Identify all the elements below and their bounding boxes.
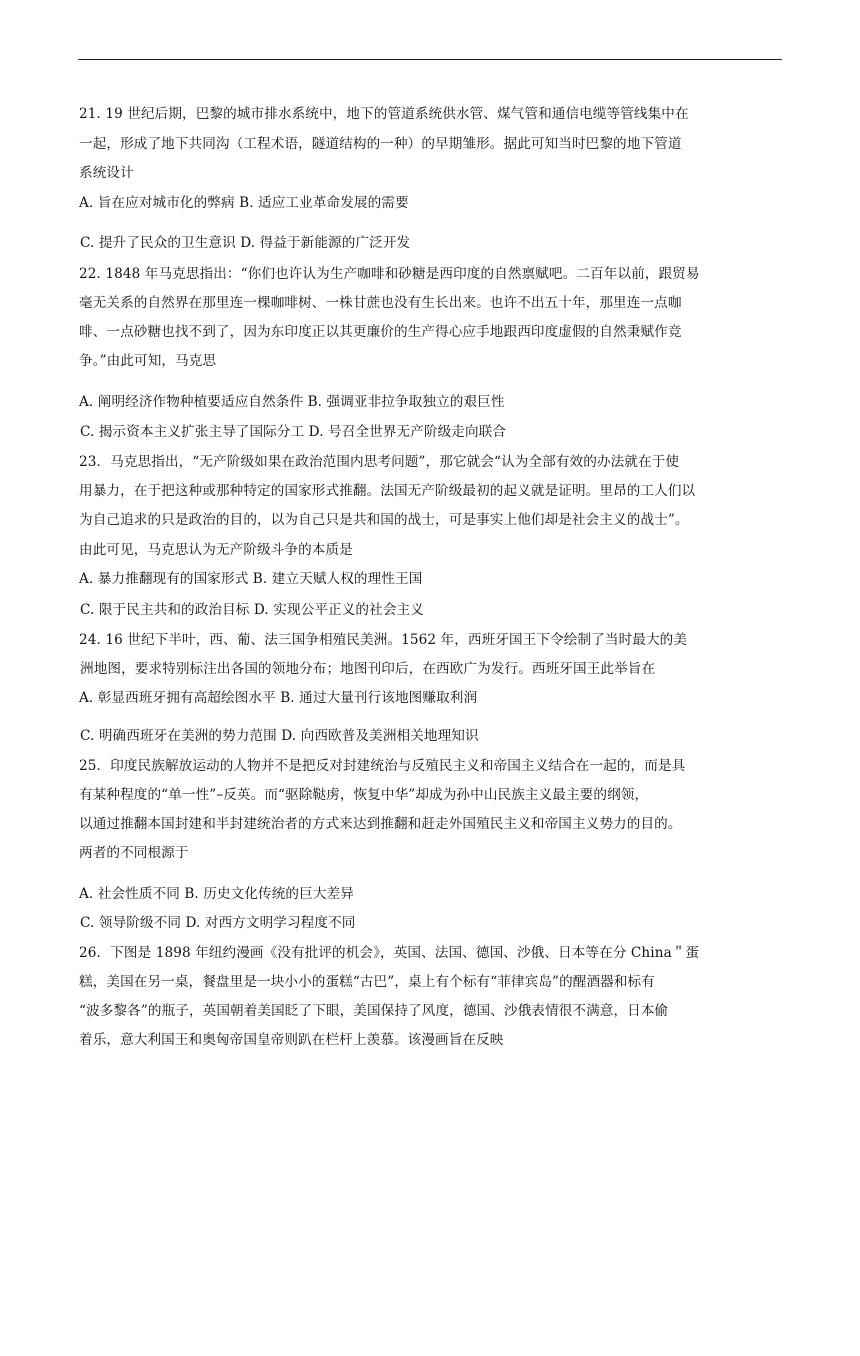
question-22-stem-line: 啡、一点砂糖也找不到了，因为东印度正以其更廉价的生产得心应手地跟西印度虚假的自然秉赋作竞 — [79, 324, 682, 340]
question-21-stem-line: 一起，形成了地下共同沟（工程术语，隧道结构的一种）的早期雏形。据此可知当时巴黎的地下管道 — [79, 136, 682, 152]
question-26-stem-line: 26．下图是 1898 年纽约漫画《没有批评的机会》，英国、法国、德国、沙俄、日本等在分 China＂蛋 — [79, 945, 700, 961]
question-22-options-cd: C. 揭示资本主义扩张主导了国际分工 D. 号召全世界无产阶级走向联合 — [80, 424, 507, 440]
question-23-stem-line: 为自己追求的只是政治的目的，以为自己只是共和国的战士，可是事实上他们却是社会主义的战士”。 — [79, 512, 689, 528]
question-24-stem-line: 洲地图，要求特别标注出各国的领地分布；地图刊印后，在西欧广为发行。西班牙国王此举旨在 — [80, 661, 656, 677]
question-24-stem-line: 24. 16 世纪下半叶，西、葡、法三国争相殖民美洲。1562 年，西班牙国王下令绘制了当时最大的美 — [79, 632, 688, 648]
question-21-stem-line: 21. 19 世纪后期，巴黎的城市排水系统中，地下的管道系统供水管、煤气管和通信电缆等管线集中在 — [79, 106, 689, 122]
question-23-stem-line: 用暴力，在于把这种或那种特定的国家形式推翻。法国无产阶级最初的起义就是证明。里昂的工人们以 — [79, 483, 696, 499]
question-24-options-ab: A. 彰显西班牙拥有高超绘图水平 B. 通过大量刊行该地图赚取利润 — [79, 690, 478, 706]
question-23-options-ab: A. 暴力推翻现有的国家形式 B. 建立天赋人权的理性王国 — [79, 571, 423, 587]
question-25-stem-line: 以通过推翻本国封建和半封建统治者的方式来达到推翻和赶走外国殖民主义和帝国主义势力的目的。 — [79, 816, 682, 832]
question-21-options-cd: C. 提升了民众的卫生意识 D. 得益于新能源的广泛开发 — [80, 235, 411, 251]
question-23-stem-line: 23．马克思指出，“无产阶级如果在政治范围内思考问题”，那它就会“认为全部有效的办法就在于使 — [79, 454, 680, 470]
question-26-stem-line: 糕，美国在另一桌，餐盘里是一块小小的蛋糕“古巴”，桌上有个标有“菲律宾岛”的醒酒器和标有 — [79, 974, 655, 990]
question-21-stem-line: 系统设计 — [79, 165, 134, 181]
question-25-stem-line: 两者的不同根源于 — [79, 845, 189, 861]
question-22-stem-line: 争。”由此可知，马克思 — [79, 353, 217, 369]
header-rule — [78, 59, 782, 60]
question-22-stem-line: 22. 1848 年马克思指出：“你们也许认为生产咖啡和砂糖是西印度的自然禀赋吧。二百年以前，跟贸易 — [79, 266, 700, 282]
question-23-stem-line: 由此可见，马克思认为无产阶级斗争的本质是 — [79, 542, 353, 558]
question-23-options-cd: C. 限于民主共和的政治目标 D. 实现公平正义的社会主义 — [80, 602, 424, 618]
question-26-stem-line: “波多黎各”的瓶子，英国朝着美国眨了下眼，美国保持了风度，德国、沙俄表情很不满意，日本偷 — [79, 1003, 669, 1019]
question-26-stem-line: 着乐，意大利国王和奥匈帝国皇帝则趴在栏杆上羡慕。该漫画旨在反映 — [79, 1032, 504, 1048]
question-22-stem-line: 毫无关系的自然界在那里连一棵咖啡树、一株甘蔗也没有生长出来。也许不出五十年，那里连一点咖 — [79, 295, 682, 311]
question-25-options-cd: C. 领导阶级不同 D. 对西方文明学习程度不同 — [80, 915, 356, 931]
question-25-stem-line: 有某种程度的“单一性”–反英。而“驱除鞑虏，恢复中华”却成为孙中山民族主义最主要的纲领， — [79, 787, 649, 803]
question-25-stem-line: 25．印度民族解放运动的人物并不是把反对封建统治与反殖民主义和帝国主义结合在一起的，而是具 — [79, 758, 686, 774]
question-24-options-cd: C. 明确西班牙在美洲的势力范围 D. 向西欧普及美洲相关地理知识 — [80, 728, 479, 744]
question-21-options-ab: A. 旨在应对城市化的弊病 B. 适应工业革命发展的需要 — [79, 195, 409, 211]
question-22-options-ab: A. 阐明经济作物种植要适应自然条件 B. 强调亚非拉争取独立的艰巨性 — [79, 394, 505, 410]
question-25-options-ab: A. 社会性质不同 B. 历史文化传统的巨大差异 — [79, 886, 354, 902]
